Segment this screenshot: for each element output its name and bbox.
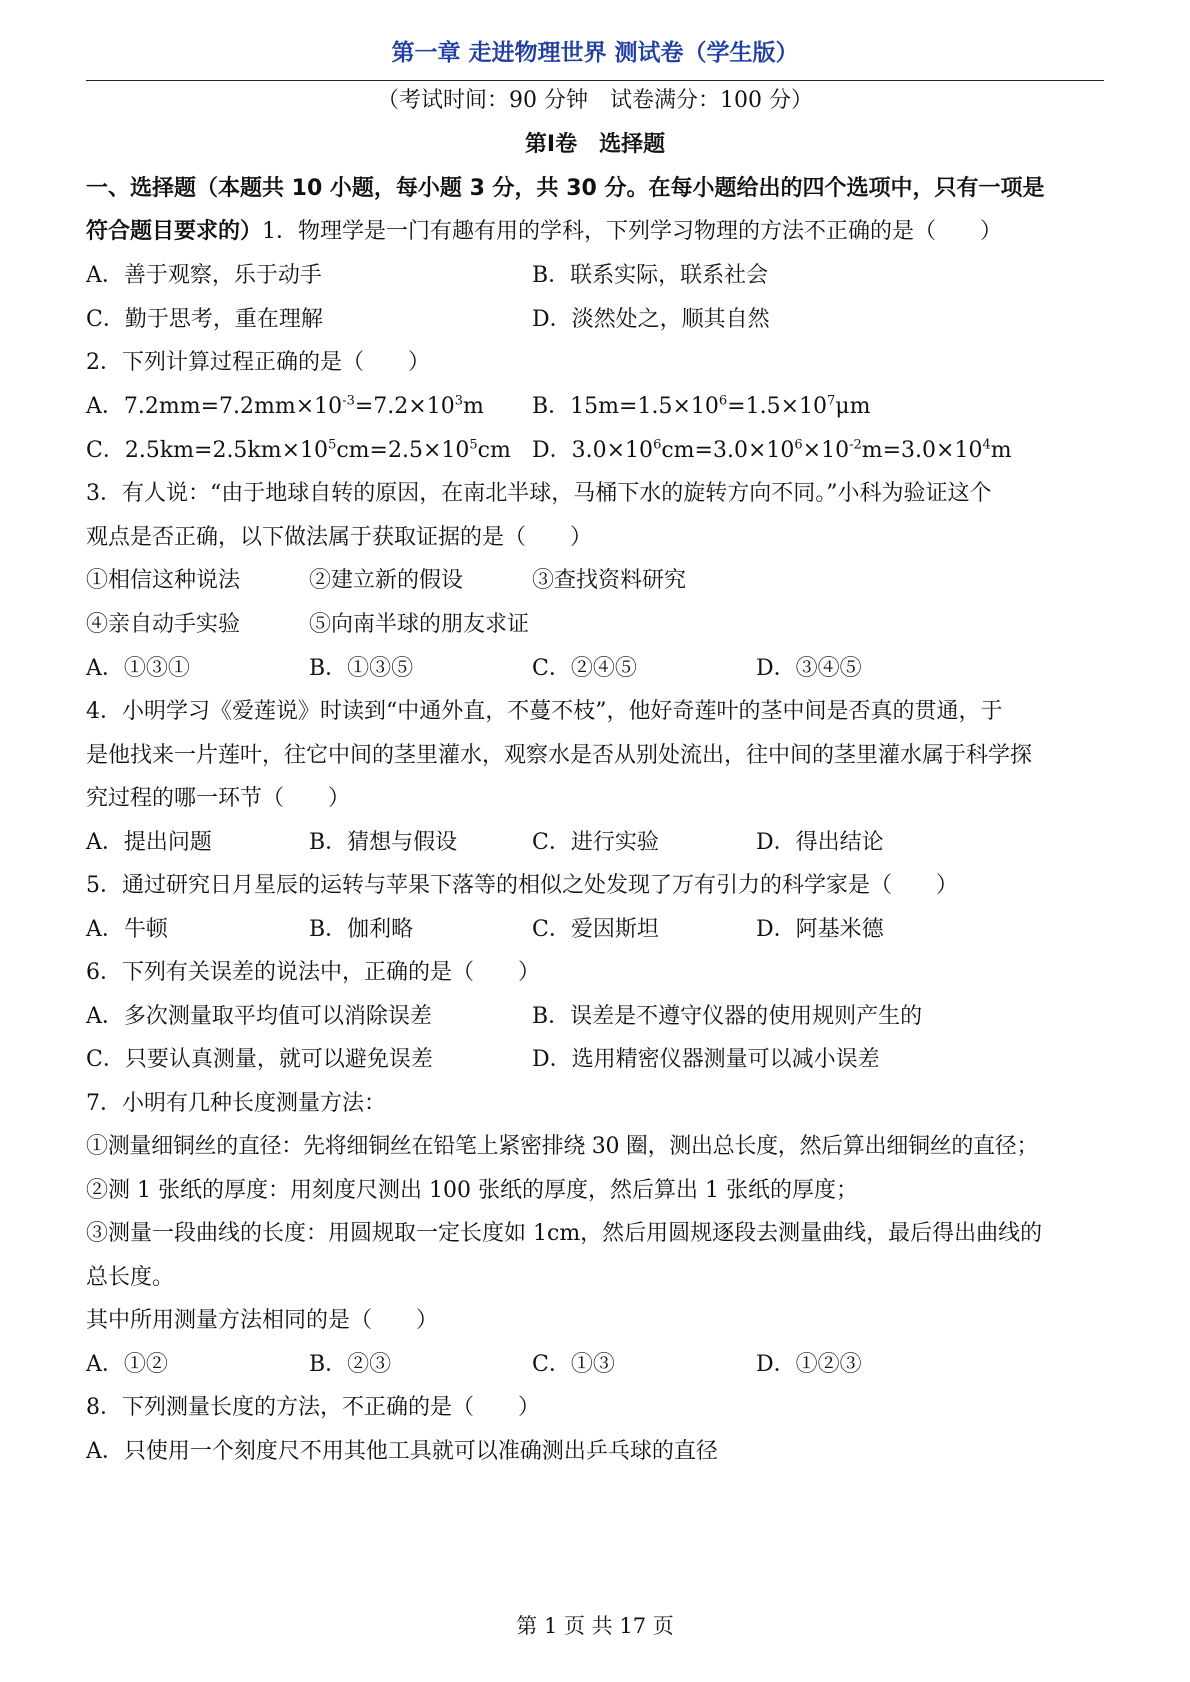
q1-option-a: A．善于观察，乐于动手 bbox=[86, 263, 322, 288]
q2-option-a: A．$7.2mm=7.2mm\times 10^{-3}=7.2\times 10^3m$ bbox=[86, 393, 484, 419]
q3-item-4: ④亲自动手实验 bbox=[86, 612, 241, 637]
q6-stem: 6．下列有关误差的说法中，正确的是（ ） bbox=[86, 960, 540, 985]
q4-stem-line1: 4．小明学习《爱莲说》时读到“中通外直，不蔓不枝”，他好奇莲叶的茎中间是否真的贯通，于 bbox=[86, 699, 1003, 724]
q8-option-a: A．只使用一个刻度尺不用其他工具就可以准确测出乒乓球的直径 bbox=[86, 1439, 718, 1464]
q4-option-c: C．进行实验 bbox=[532, 830, 659, 855]
q3-stem-line2: 观点是否正确，以下做法属于获取证据的是（ ） bbox=[86, 525, 593, 550]
q5-option-b: B．伽利略 bbox=[309, 917, 414, 942]
q7-option-d: D．①②③ bbox=[756, 1352, 862, 1377]
q5-option-c: C．爱因斯坦 bbox=[532, 917, 659, 942]
q1-option-c: C．勤于思考，重在理解 bbox=[86, 307, 323, 332]
q5-option-d: D．阿基米德 bbox=[756, 917, 884, 942]
q3-item-2: ②建立新的假设 bbox=[309, 568, 464, 593]
q6-option-a: A．多次测量取平均值可以消除误差 bbox=[86, 1004, 432, 1029]
q3-item-5: ⑤向南半球的朋友求证 bbox=[309, 612, 530, 637]
q3-item-1: ①相信这种说法 bbox=[86, 568, 241, 593]
section-title: 第Ⅰ卷 选择题 bbox=[524, 132, 666, 157]
q7-option-a: A．①② bbox=[86, 1352, 168, 1377]
q7-item-2: ②测 1 张纸的厚度：用刻度尺测出 100 张纸的厚度，然后算出 1 张纸的厚度； bbox=[86, 1178, 858, 1203]
q8-stem: 8．下列测量长度的方法，不正确的是（ ） bbox=[86, 1395, 540, 1420]
q7-option-b: B．②③ bbox=[309, 1352, 392, 1377]
q3-option-b: B．①③⑤ bbox=[309, 656, 414, 681]
q7-item-3-line2: 总长度。 bbox=[86, 1265, 175, 1290]
q3-option-a: A．①③① bbox=[86, 656, 190, 681]
q1-option-d: D．淡然处之，顺其自然 bbox=[532, 307, 770, 332]
q3-stem-line1: 3．有人说：“由于地球自转的原因，在南北半球，马桶下水的旋转方向不同。”小科为验证这个 bbox=[86, 481, 992, 506]
q3-item-3: ③查找资料研究 bbox=[532, 568, 687, 593]
q6-option-b: B．误差是不遵守仪器的使用规则产生的 bbox=[532, 1004, 923, 1029]
q1-stem: 1．物理学是一门有趣有用的学科，下列学习物理的方法不正确的是（ ） bbox=[262, 219, 1003, 244]
q7-option-c: C．①③ bbox=[532, 1352, 615, 1377]
page-number: 第 1 页 共 17 页 bbox=[516, 1614, 674, 1638]
q7-stem: 7．小明有几种长度测量方法： bbox=[86, 1091, 386, 1116]
part1-heading-line1: 一、选择题（本题共 10 小题，每小题 3 分，共 30 分。在每小题给出的四个选项中，只有一项是 bbox=[86, 176, 1045, 201]
q1-option-b: B．联系实际，联系社会 bbox=[532, 263, 769, 288]
q7-item-1: ①测量细铜丝的直径：先将细铜丝在铅笔上紧密排绕 30 圈，测出总长度，然后算出细铜丝的直径； bbox=[86, 1134, 1039, 1159]
q2-option-b: B．$15m=1.5\times 10^6=1.5\times 10^7\mu m$ bbox=[532, 393, 871, 419]
q3-option-c: C．②④⑤ bbox=[532, 656, 637, 681]
q7-question: 其中所用测量方法相同的是（ ） bbox=[86, 1308, 439, 1333]
header-divider bbox=[86, 80, 1104, 81]
q3-option-d: D．③④⑤ bbox=[756, 656, 862, 681]
q5-option-a: A．牛顿 bbox=[86, 917, 168, 942]
q4-option-a: A．提出问题 bbox=[86, 830, 212, 855]
part1-heading-line2 bbox=[86, 217, 1106, 247]
q5-stem: 5．通过研究日月星辰的运转与苹果下落等的相似之处发现了万有引力的科学家是（ ） bbox=[86, 873, 959, 898]
q6-option-d: D．选用精密仪器测量可以减小误差 bbox=[532, 1047, 880, 1072]
q4-option-d: D．得出结论 bbox=[756, 830, 884, 855]
exam-info: （考试时间：90 分钟 试卷满分：100 分） bbox=[377, 88, 813, 113]
q2-stem: 2．下列计算过程正确的是（ ） bbox=[86, 350, 430, 375]
q7-item-3-line1: ③测量一段曲线的长度：用圆规取一定长度如 1cm，然后用圆规逐段去测量曲线，最后得出曲线的 bbox=[86, 1221, 1043, 1246]
header-title: 第一章 走进物理世界 测试卷（学生版） bbox=[391, 40, 799, 66]
q4-stem-line3: 究过程的哪一环节（ ） bbox=[86, 786, 351, 811]
q6-option-c: C．只要认真测量，就可以避免误差 bbox=[86, 1047, 433, 1072]
part1-heading-bold: 符合题目要求的） bbox=[86, 219, 263, 244]
q4-option-b: B．猜想与假设 bbox=[309, 830, 458, 855]
q2-option-d: D．$3.0\times 10^6cm=3.0\times 10^6\times 10^{-2}m=3.0\times 10^4m$ bbox=[532, 437, 1012, 463]
q2-option-c: C．$2.5km=2.5km\times 10^5cm=2.5\times 10^5cm$ bbox=[86, 437, 511, 463]
q4-stem-line2: 是他找来一片莲叶，往它中间的茎里灌水，观察水是否从别处流出，往中间的茎里灌水属于科学探 bbox=[86, 743, 1033, 768]
